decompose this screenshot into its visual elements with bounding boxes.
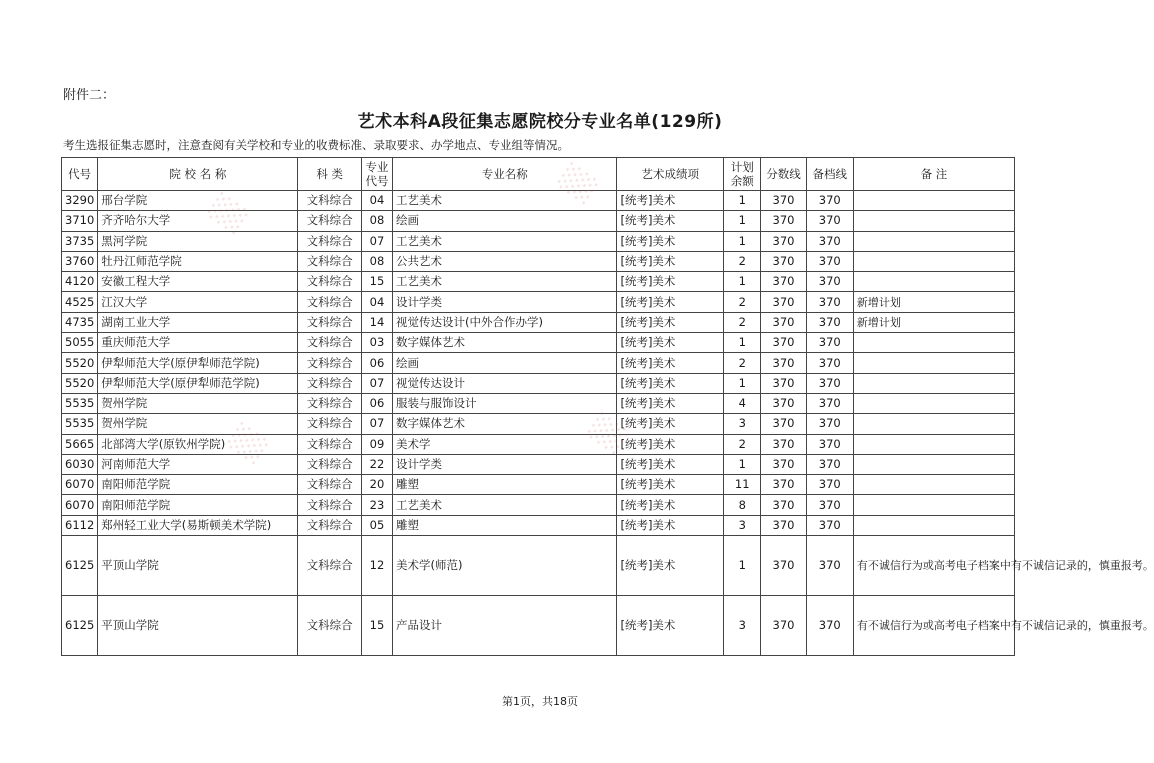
cell-category: 文科综合 [298,596,361,656]
cell-remark: 有不诚信行为或高考电子档案中有不诚信记录的，慎重报考。 [853,596,1014,656]
watermark: ░░ [585,411,632,457]
cell-school: 贺州学院 [98,414,298,434]
cell-score-line: 370 [761,434,806,454]
header-major-name: 专业名称 [393,158,617,191]
cell-remaining: 2 [724,434,761,454]
cell-category: 文科综合 [298,191,361,211]
table-row [62,191,1015,211]
cell-major-name: 工艺美术 [393,495,617,515]
cell-code: 5520 [62,353,98,373]
cell-remaining: 11 [724,475,761,495]
cell-art-item: [统考]美术 [617,211,724,231]
cell-remark [853,495,1014,515]
cell-remark [853,373,1014,393]
cell-code: 3735 [62,231,98,251]
cell-school: 伊犁师范大学(原伊犁师范学院) [98,353,298,373]
cell-backup-line: 370 [806,414,853,434]
header-major-code: 专业代号 [361,158,392,191]
cell-major-name: 设计学类 [393,292,617,312]
cell-remark [853,515,1014,535]
cell-remaining: 2 [724,353,761,373]
cell-major-code: 06 [361,353,392,373]
cell-score-line: 370 [761,454,806,474]
cell-backup-line: 370 [806,393,853,413]
cell-category: 文科综合 [298,231,361,251]
cell-score-line: 370 [761,333,806,353]
watermark: ░░ [225,421,272,467]
cell-major-name: 绘画 [393,353,617,373]
watermark: ░░ [555,161,602,207]
cell-major-name: 工艺美术 [393,231,617,251]
cell-remaining: 1 [724,191,761,211]
cell-remark [853,231,1014,251]
cell-school: 齐齐哈尔大学 [98,211,298,231]
cell-code: 4735 [62,312,98,332]
cell-code: 4120 [62,272,98,292]
cell-school: 南阳师范学院 [98,495,298,515]
cell-major-code: 12 [361,536,392,596]
cell-art-item: [统考]美术 [617,454,724,474]
cell-category: 文科综合 [298,414,361,434]
header-backup-line: 备档线 [806,158,853,191]
cell-code: 6070 [62,475,98,495]
cell-art-item: [统考]美术 [617,393,724,413]
header-score-line: 分数线 [761,158,806,191]
cell-category: 文科综合 [298,393,361,413]
table-row [62,434,1015,454]
cell-school: 安徽工程大学 [98,272,298,292]
cell-art-item: [统考]美术 [617,292,724,312]
cell-school: 江汉大学 [98,292,298,312]
header-remark: 备 注 [853,158,1014,191]
table-row [62,333,1015,353]
table-row [62,495,1015,515]
cell-score-line: 370 [761,373,806,393]
cell-code: 3290 [62,191,98,211]
table-row [62,596,1015,656]
cell-backup-line: 370 [806,191,853,211]
cell-remark [853,191,1014,211]
cell-remark [853,251,1014,271]
table-row [62,312,1015,332]
admission-table [61,157,1154,656]
table-row [62,211,1015,231]
cell-backup-line: 370 [806,596,853,656]
cell-backup-line: 370 [806,211,853,231]
cell-score-line: 370 [761,393,806,413]
cell-major-name: 绘画 [393,211,617,231]
cell-major-name: 美术学(师范) [393,536,617,596]
cell-code: 5665 [62,434,98,454]
cell-major-name: 数字媒体艺术 [393,333,617,353]
cell-category: 文科综合 [298,536,361,596]
cell-art-item: [统考]美术 [617,251,724,271]
cell-backup-line: 370 [806,312,853,332]
cell-score-line: 370 [761,272,806,292]
cell-major-name: 产品设计 [393,596,617,656]
cell-major-code: 23 [361,495,392,515]
cell-code: 3710 [62,211,98,231]
cell-major-code: 20 [361,475,392,495]
table-row [62,251,1015,271]
cell-major-code: 15 [361,596,392,656]
cell-backup-line: 370 [806,272,853,292]
header-remaining: 计划余额 [724,158,761,191]
cell-major-code: 22 [361,454,392,474]
cell-school: 重庆师范大学 [98,333,298,353]
cell-score-line: 370 [761,596,806,656]
cell-school: 平顶山学院 [98,536,298,596]
cell-school: 河南师范大学 [98,454,298,474]
cell-score-line: 370 [761,251,806,271]
cell-remaining: 3 [724,515,761,535]
cell-remark: 新增计划 [853,312,1014,332]
cell-art-item: [统考]美术 [617,333,724,353]
cell-backup-line: 370 [806,475,853,495]
cell-school: 贺州学院 [98,393,298,413]
cell-major-name: 雕塑 [393,515,617,535]
cell-major-code: 07 [361,231,392,251]
cell-code: 5535 [62,393,98,413]
cell-code: 4525 [62,292,98,312]
cell-art-item: [统考]美术 [617,475,724,495]
cell-art-item: [统考]美术 [617,414,724,434]
cell-major-code: 06 [361,393,392,413]
cell-score-line: 370 [761,211,806,231]
cell-remark [853,434,1014,454]
cell-category: 文科综合 [298,373,361,393]
cell-category: 文科综合 [298,312,361,332]
table-row [62,475,1015,495]
cell-school: 黑河学院 [98,231,298,251]
cell-school: 郑州轻工业大学(易斯顿美术学院) [98,515,298,535]
cell-art-item: [统考]美术 [617,353,724,373]
cell-backup-line: 370 [806,333,853,353]
cell-score-line: 370 [761,191,806,211]
header-art-item: 艺术成绩项 [617,158,724,191]
cell-category: 文科综合 [298,272,361,292]
table-row [62,272,1015,292]
cell-art-item: [统考]美术 [617,495,724,515]
cell-art-item: [统考]美术 [617,312,724,332]
cell-major-name: 视觉传达设计 [393,373,617,393]
cell-major-code: 08 [361,211,392,231]
table-header-row [62,158,1015,191]
cell-score-line: 370 [761,231,806,251]
table-row [62,393,1015,413]
cell-category: 文科综合 [298,495,361,515]
table-row [62,536,1015,596]
cell-major-code: 14 [361,312,392,332]
cell-remaining: 2 [724,251,761,271]
cell-backup-line: 370 [806,292,853,312]
header-school: 院 校 名 称 [98,158,298,191]
cell-score-line: 370 [761,495,806,515]
cell-major-name: 工艺美术 [393,191,617,211]
cell-category: 文科综合 [298,454,361,474]
cell-remaining: 8 [724,495,761,515]
cell-school: 北部湾大学(原钦州学院) [98,434,298,454]
cell-major-name: 设计学类 [393,454,617,474]
cell-remaining: 1 [724,536,761,596]
cell-major-name: 视觉传达设计(中外合作办学) [393,312,617,332]
cell-remaining: 2 [724,292,761,312]
cell-school: 平顶山学院 [98,596,298,656]
cell-major-code: 08 [361,251,392,271]
cell-remark: 新增计划 [853,292,1014,312]
cell-remaining: 4 [724,393,761,413]
cell-backup-line: 370 [806,515,853,535]
cell-art-item: [统考]美术 [617,515,724,535]
table-row [62,373,1015,393]
cell-school: 邢台学院 [98,191,298,211]
cell-backup-line: 370 [806,231,853,251]
cell-score-line: 370 [761,536,806,596]
cell-code: 6112 [62,515,98,535]
cell-category: 文科综合 [298,353,361,373]
cell-score-line: 370 [761,312,806,332]
table-row [62,353,1015,373]
cell-code: 5055 [62,333,98,353]
table-row [62,515,1015,535]
attachment-label: 附件二： [63,88,116,103]
page-title: 艺术本科A段征集志愿院校分专业名单(129所) [357,112,723,132]
cell-remark [853,353,1014,373]
cell-major-name: 数字媒体艺术 [393,414,617,434]
cell-code: 6030 [62,454,98,474]
cell-remark: 有不诚信行为或高考电子档案中有不诚信记录的，慎重报考。 [853,536,1014,596]
cell-remaining: 3 [724,414,761,434]
page-footer: 第1页，共18页 [502,695,578,708]
cell-code: 5535 [62,414,98,434]
cell-art-item: [统考]美术 [617,231,724,251]
cell-art-item: [统考]美术 [617,373,724,393]
cell-art-item: [统考]美术 [617,596,724,656]
cell-art-item: [统考]美术 [617,191,724,211]
cell-remark [853,475,1014,495]
cell-major-code: 07 [361,414,392,434]
cell-major-name: 雕塑 [393,475,617,495]
cell-art-item: [统考]美术 [617,272,724,292]
cell-score-line: 370 [761,353,806,373]
cell-backup-line: 370 [806,495,853,515]
table-row [62,454,1015,474]
cell-major-code: 04 [361,191,392,211]
cell-major-name: 公共艺术 [393,251,617,271]
cell-score-line: 370 [761,475,806,495]
cell-remark [853,211,1014,231]
cell-category: 文科综合 [298,333,361,353]
cell-remark [853,272,1014,292]
cell-major-code: 07 [361,373,392,393]
cell-category: 文科综合 [298,475,361,495]
cell-category: 文科综合 [298,515,361,535]
cell-backup-line: 370 [806,536,853,596]
notice-text: 考生选报征集志愿时，注意查阅有关学校和专业的收费标准、录取要求、办学地点、专业组等情况。 [63,138,569,152]
cell-code: 6070 [62,495,98,515]
cell-remaining: 1 [724,333,761,353]
cell-major-code: 03 [361,333,392,353]
cell-code: 5520 [62,373,98,393]
cell-major-code: 04 [361,292,392,312]
cell-backup-line: 370 [806,434,853,454]
cell-major-code: 09 [361,434,392,454]
cell-code: 6125 [62,596,98,656]
cell-remaining: 2 [724,312,761,332]
cell-remaining: 1 [724,231,761,251]
cell-major-code: 05 [361,515,392,535]
table-row [62,414,1015,434]
cell-remark [853,393,1014,413]
cell-remaining: 1 [724,272,761,292]
cell-code: 6125 [62,536,98,596]
cell-category: 文科综合 [298,292,361,312]
table-row [62,292,1015,312]
cell-remaining: 3 [724,596,761,656]
cell-school: 牡丹江师范学院 [98,251,298,271]
cell-code: 3760 [62,251,98,271]
cell-backup-line: 370 [806,353,853,373]
header-category: 科 类 [298,158,361,191]
cell-remark [853,333,1014,353]
cell-major-name: 美术学 [393,434,617,454]
cell-remark [853,414,1014,434]
table-row [62,231,1015,251]
cell-remark [853,454,1014,474]
cell-art-item: [统考]美术 [617,434,724,454]
cell-backup-line: 370 [806,251,853,271]
cell-school: 湖南工业大学 [98,312,298,332]
cell-score-line: 370 [761,292,806,312]
cell-school: 伊犁师范大学(原伊犁师范学院) [98,373,298,393]
watermark: ░░ [205,191,252,237]
cell-major-name: 服装与服饰设计 [393,393,617,413]
cell-backup-line: 370 [806,454,853,474]
cell-art-item: [统考]美术 [617,536,724,596]
cell-category: 文科综合 [298,434,361,454]
cell-remaining: 1 [724,373,761,393]
header-code: 代号 [62,158,98,191]
cell-backup-line: 370 [806,373,853,393]
cell-remaining: 1 [724,211,761,231]
cell-major-code: 15 [361,272,392,292]
cell-remaining: 1 [724,454,761,474]
cell-category: 文科综合 [298,251,361,271]
cell-score-line: 370 [761,414,806,434]
cell-school: 南阳师范学院 [98,475,298,495]
cell-major-name: 工艺美术 [393,272,617,292]
cell-score-line: 370 [761,515,806,535]
cell-category: 文科综合 [298,211,361,231]
